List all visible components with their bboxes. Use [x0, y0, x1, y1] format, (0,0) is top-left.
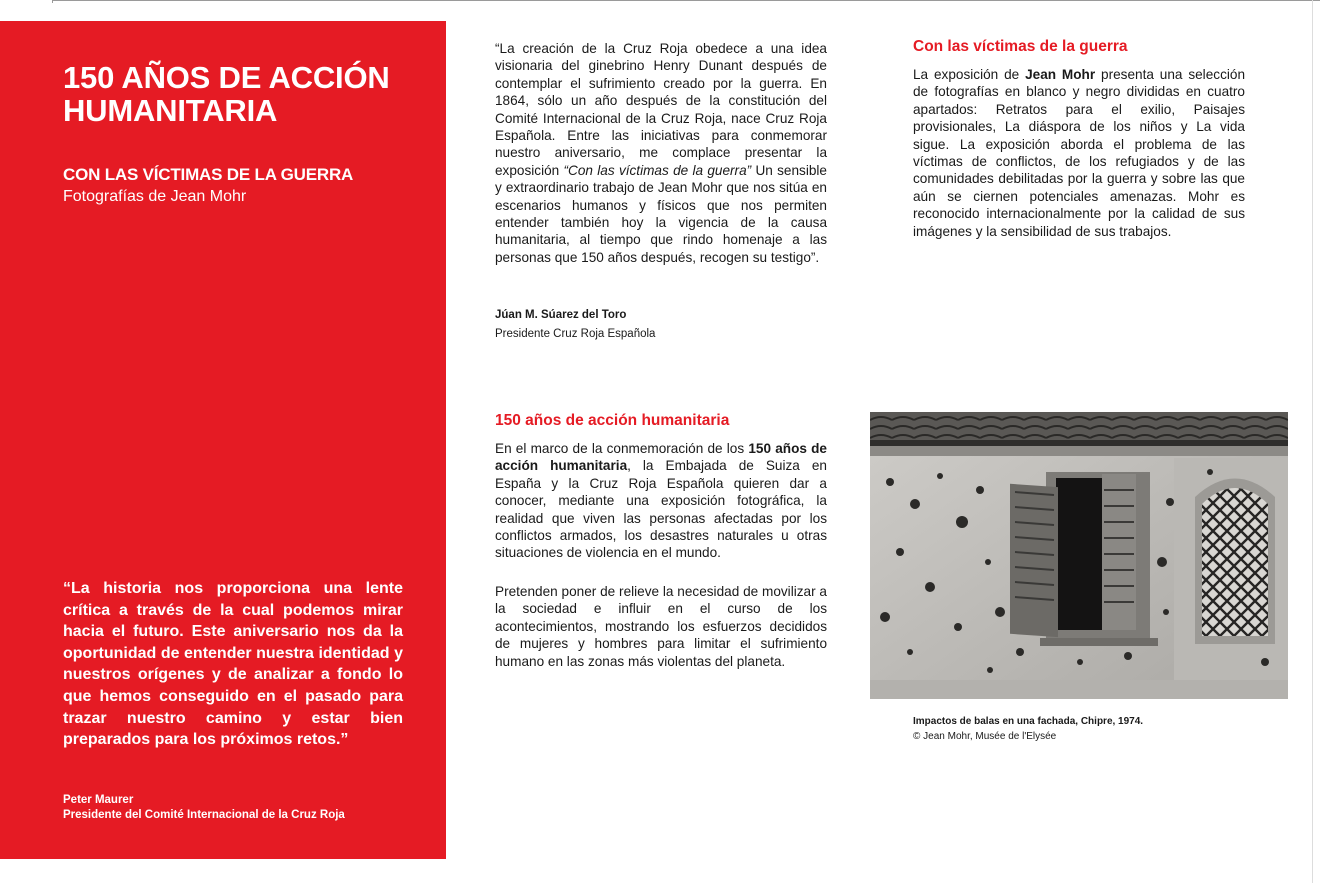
- victims-photographer: Jean Mohr: [1025, 67, 1096, 82]
- signature-name: Júan M. Súarez del Toro: [495, 309, 627, 321]
- p1-bold: 150 años de acción humanitaria: [495, 441, 827, 474]
- facade-photo: [870, 412, 1288, 699]
- victims-paragraph: [913, 66, 1245, 240]
- victims-text-a: La exposición de: [913, 67, 1026, 82]
- intro-text-a: “La creación de la Cruz Roja obedece a una idea visionaria del ginebrino Henry Dunant después de contemplar el sufrimiento creado por la guerra. En 1864, sólo un año después de la constitución del Comité Internacional de la Cruz Roja, nace Cruz Roja Española. Entre las iniciativas para conmemorar nuestro aniversario, me complace presentar la exposición: [495, 41, 827, 178]
- photo-caption: Impactos de balas en una fachada, Chipre, 1974.: [913, 716, 1144, 727]
- cover-subtitle: CON LAS VÍCTIMAS DE LA GUERRA: [63, 165, 354, 184]
- cover-title: 150 AÑOS DE ACCIÓN HUMANITARIA: [63, 60, 390, 128]
- intro-quote: [495, 40, 827, 266]
- paragraph-150-1: [495, 440, 827, 562]
- p1-text-b: , la Embajada de Suiza en España y la Cruz Roja Española quieren dar a conocer, mediante una exposición fotográfica, la realidad que viven las personas afectadas por los conflictos armados, los desastres naturales u otras situaciones de violencia en el mundo.: [495, 458, 827, 561]
- page-edge-rule: [1312, 0, 1313, 883]
- top-rule-tick: [52, 0, 53, 3]
- signature-role: Presidente Cruz Roja Española: [495, 328, 656, 340]
- paragraph-150-2: Pretenden poner de relieve la necesidad de movilizar a la sociedad e influir en el curso de los acontecimientos, mostrando los esfuerzos decididos de mujeres y hombres para limitar el sufrimiento humano en las zonas más violentas del planeta.: [495, 584, 827, 669]
- heading-victims: Con las víctimas de la guerra: [913, 38, 1128, 55]
- photo-credit: © Jean Mohr, Musée de l'Elysée: [913, 731, 1057, 742]
- quote-author-role: Presidente del Comité Internacional de la Cruz Roja: [63, 809, 345, 821]
- intro-text-b: Un sensible y extraordinario trabajo de Jean Mohr que nos sitúa en escenarios humanos y físicos que nos permiten entender también hoy la vigencia de la causa humanitaria, al tiempo que rindo homenaje a las personas que 150 años después, recogen su testigo”.: [495, 162, 827, 265]
- cover-photographer: Fotografías de Jean Mohr: [63, 188, 247, 205]
- top-rule: [52, 0, 1320, 1]
- facade-photo-image: [870, 412, 1288, 699]
- p1-text-a: En el marco de la conmemoración de los: [495, 441, 749, 456]
- victims-text-b: presenta una selección de fotografías en blanco y negro divididas en cuatro apartados: Retratos para el exilio, Paisajes provisionales, La diáspora de los niños y La vida sigue. La exposición aborda el problema de las víctimas de conflictos, de los refugiados y de las comunidades debilitadas por la guerra y sobre las que aún se ciernen potenciales amenazas. Mohr es reconocido internacionalmente por la calidad de sus imágenes y la sensibilidad de sus trabajos.: [913, 67, 1246, 239]
- maurer-quote: “La historia nos proporciona una lente crítica a través de la cual podemos mirar hacia el futuro. Este aniversario nos da la oportunidad de entender nuestra identidad y nuestros orígenes y de analizar a fondo lo que hemos conseguido en el pasado para trazar nuestro camino y estar bien preparados para los próximos retos.”: [63, 580, 403, 749]
- quote-author: Peter Maurer: [63, 794, 134, 806]
- intro-exhibition-title: “Con las víctimas de la guerra”: [563, 162, 752, 178]
- red-cover-panel: [0, 21, 446, 859]
- heading-150-years: 150 años de acción humanitaria: [495, 412, 730, 429]
